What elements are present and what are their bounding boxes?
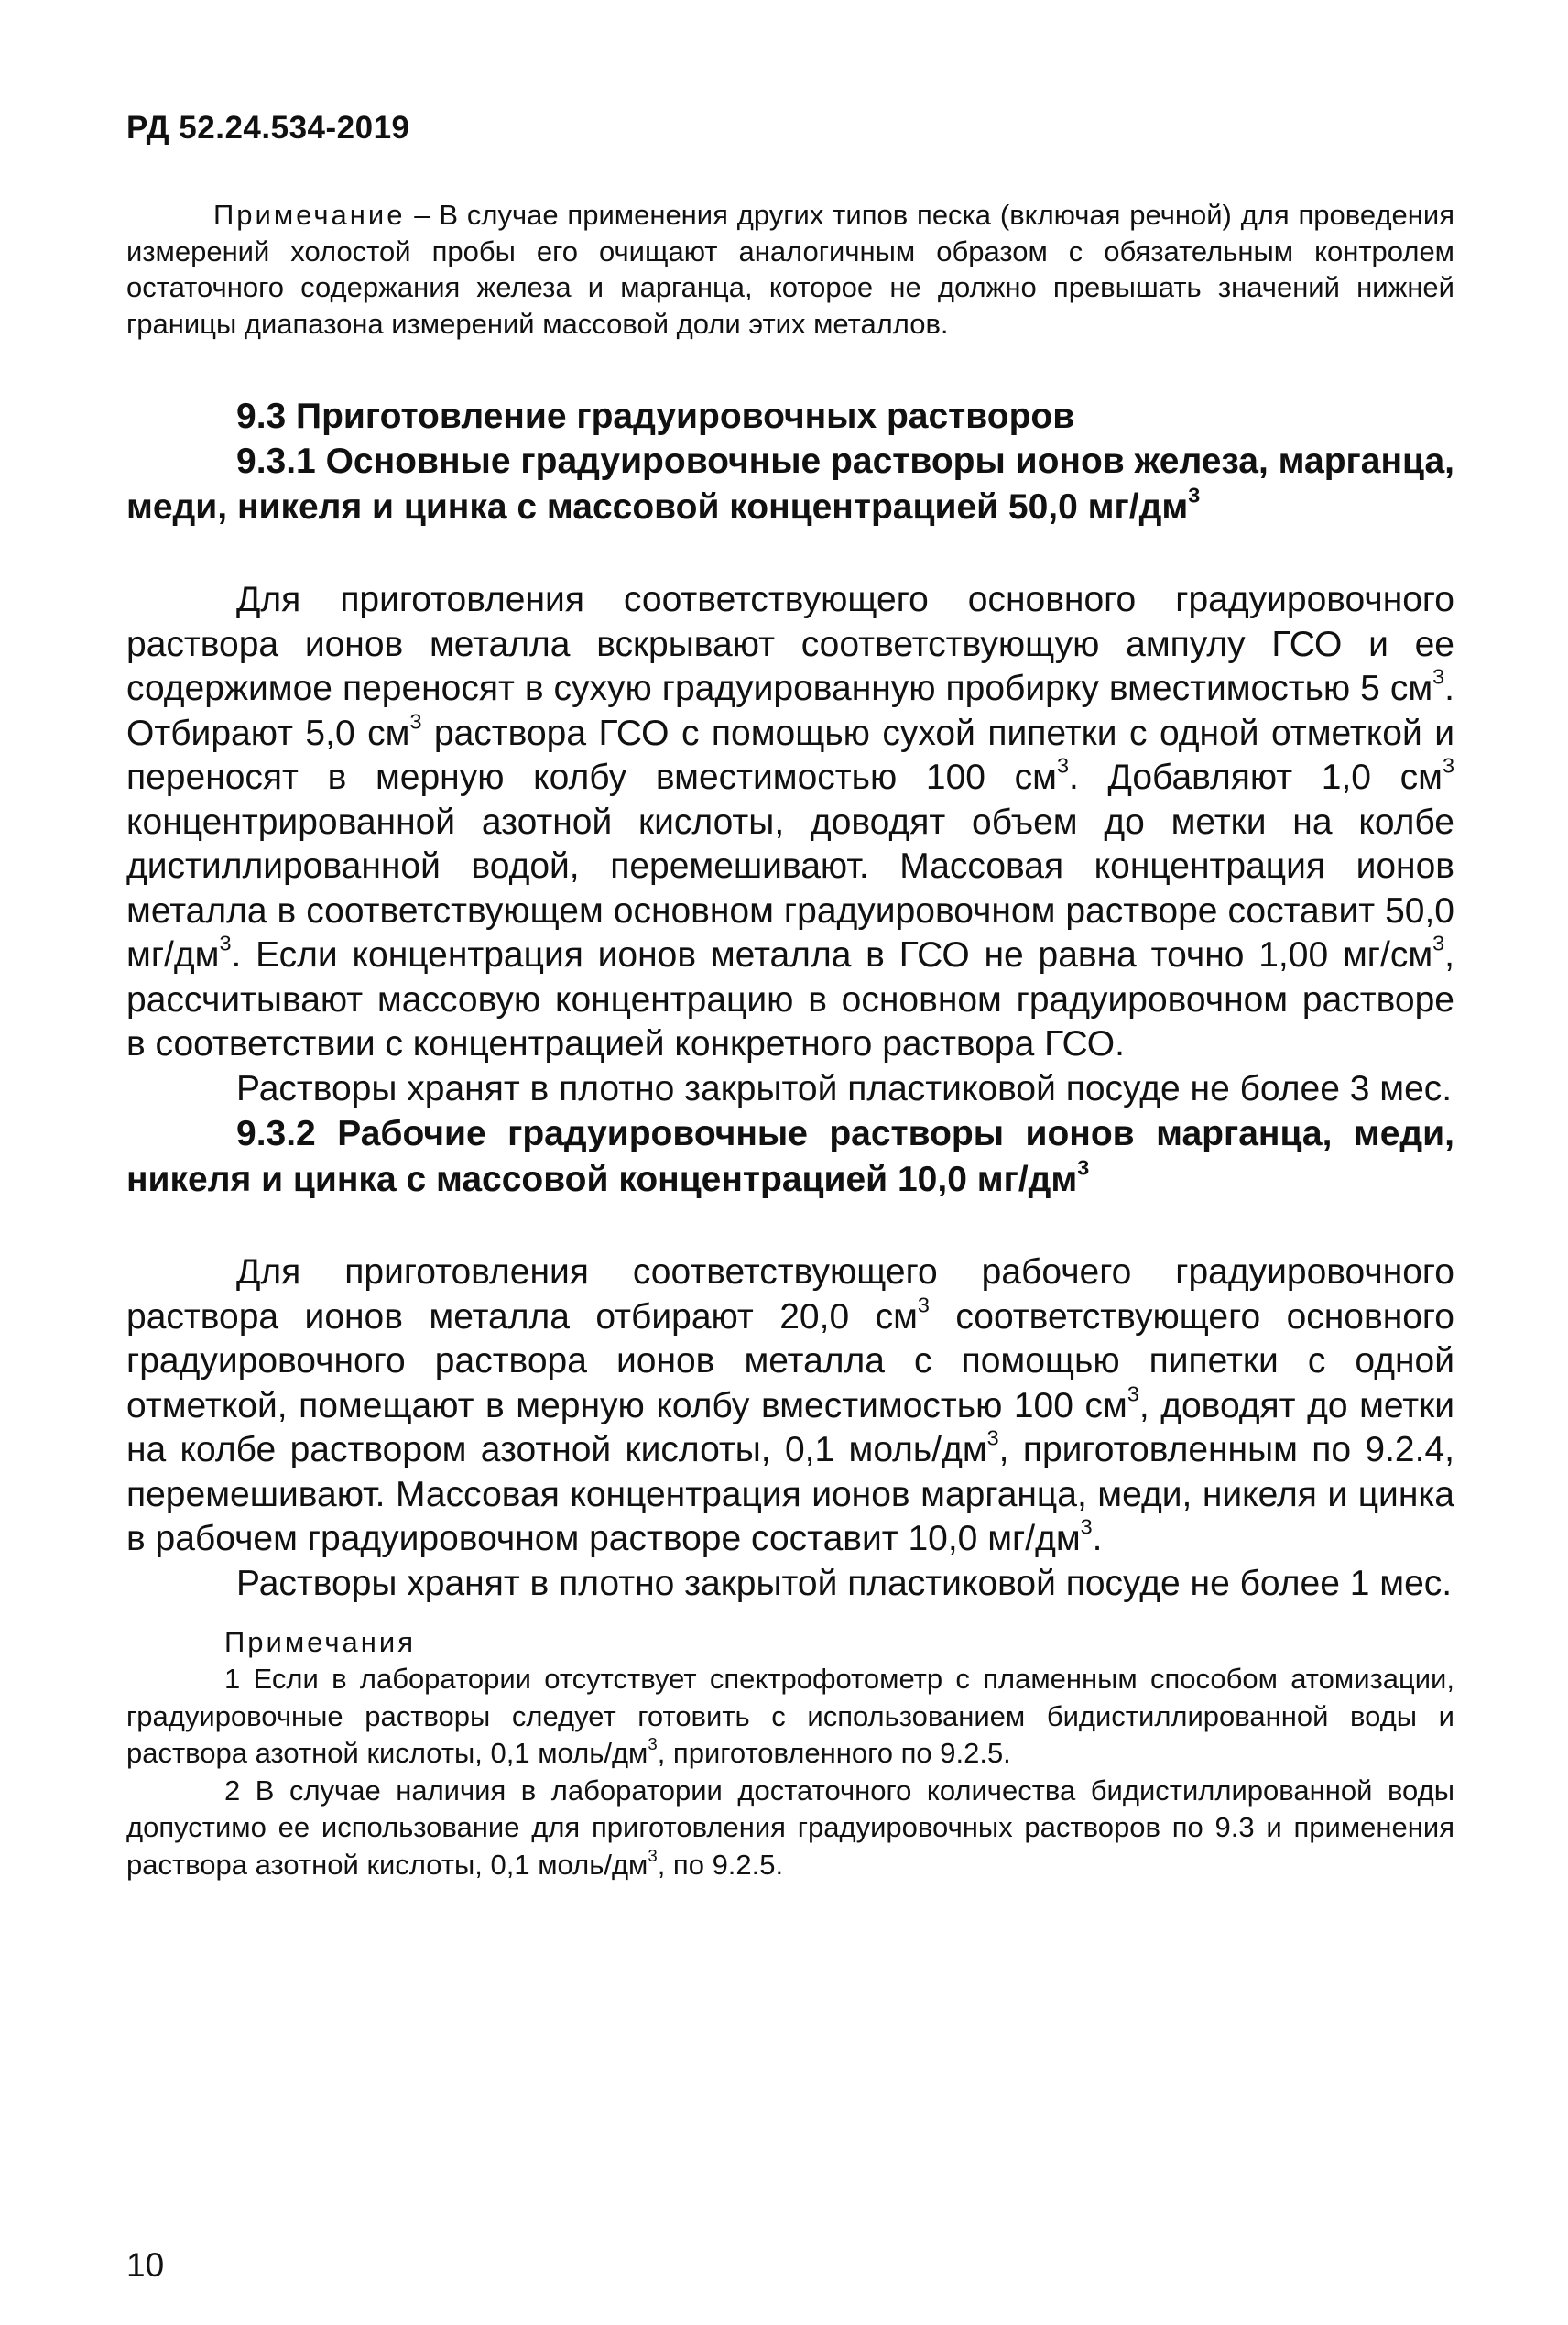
text-run: , приготовленного по 9.2.5.: [657, 1737, 1011, 1769]
notes-title: Примечания: [224, 1626, 416, 1658]
paragraph: Растворы хранят в плотно закрытой пластиковой посуде не более 3 мес.: [236, 1068, 1453, 1108]
paragraph: Растворы хранят в плотно закрытой пластиковой посуде не более 1 мес.: [236, 1563, 1453, 1603]
text-run: , рассчитывают массовую концентрацию в основном градуировочном растворе в соответствии с концентрацией конкретного раствора ГСО.: [126, 935, 1454, 1064]
section-9-3-1-title: 9.3.1 Основные градуировочные растворы ионов железа, марганца, меди, никеля и цинка с массовой концентрацией 50,0 мг/дм: [126, 442, 1454, 527]
superscript: 3: [1188, 483, 1201, 508]
note-item: [126, 1773, 1454, 1884]
paragraph: [126, 1250, 1454, 1562]
superscript: 3: [1056, 753, 1069, 778]
section-heading-9-3-2: [126, 1111, 1454, 1203]
superscript: 3: [1442, 753, 1454, 778]
text-run: . Добавляют 1,0 см: [1068, 758, 1443, 797]
section-9-3-2-body: [126, 1250, 1454, 1606]
text-run: , приготовленным по 9.2.4, перемешивают. Массовая концентрация ионов марганца, меди, никеля и цинка в рабочем градуировочном растворе составит 10,0 мг/дм: [126, 1430, 1454, 1558]
notes-list: [126, 1661, 1454, 1883]
superscript: 3: [219, 931, 232, 955]
text-run: Для приготовления соответствующего основного градуировочного раствора ионов металла вскрывают соответствующую ампулу ГСО и ее содержимое переносят в сухую градуированную пробирку вместимостью 5 см: [126, 580, 1454, 708]
text-run: . Отбирают 5,0 см: [126, 669, 1454, 753]
document-code: РД 52.24.534-2019: [126, 110, 410, 146]
paragraph: [126, 578, 1454, 1067]
superscript: 3: [1432, 931, 1445, 955]
text-run: , доводят до метки на колбе раствором азотной кислоты, 0,1 моль/дм: [126, 1385, 1454, 1469]
note-top: [126, 197, 1454, 342]
text-run: Для приготовления соответствующего рабочего градуировочного раствора ионов металла отбирают 20,0 см: [126, 1252, 1454, 1337]
section-9-3-1-body: [126, 578, 1454, 1111]
document-page: [126, 110, 1454, 1883]
text-run: раствора ГСО с помощью сухой пипетки с одной отметкой и переносят в мерную колбу вместимостью 100 см: [126, 713, 1455, 797]
note-label: Примечание: [213, 199, 406, 231]
section-heading-9-3-1: [126, 439, 1454, 530]
superscript: 3: [986, 1425, 999, 1450]
text-run: . Если концентрация ионов металла в ГСО не равна точно 1,00 мг/см: [231, 935, 1433, 975]
note-text: – В случае применения других типов песка (включая речной) для проведения измерений холостой пробы его очищают аналогичным образом с обязательным контролем остаточного содержания железа и марганца, которое не должно превышать значений нижней границы диапазона измерений массовой доли этих металлов.: [126, 199, 1454, 340]
text-run: концентрированной азотной кислоты, доводят объем до метки на колбе дистиллированной водой, перемешивают. Массовая концентрация ионов металла в соответствующем основном градуировочном растворе составит 50,0 мг/дм: [126, 802, 1454, 975]
text-run: .: [1092, 1519, 1103, 1558]
page-number: 10: [126, 2246, 165, 2284]
text-run: , по 9.2.5.: [657, 1848, 784, 1881]
text-run: 1 Если в лаборатории отсутствует спектрофотометр с пламенным способом атомизации, градуировочные растворы следует готовить с использованием бидистиллированной воды и раствора азотной кислоты, 0,1 моль/дм: [126, 1663, 1454, 1769]
text-run: 2 В случае наличия в лаборатории достаточного количества бидистиллированной воды допустимо ее использование для приготовления градуировочных растворов по 9.3 и применения раствора азотной кислоты, 0,1 моль/дм: [126, 1774, 1454, 1881]
superscript: 3: [1127, 1381, 1139, 1405]
superscript: 3: [1432, 664, 1445, 689]
superscript: 3: [917, 1292, 930, 1316]
superscript: 3: [1080, 1514, 1093, 1539]
text-run: соответствующего основного градуировочного раствора ионов металла с помощью пипетки с одной отметкой, помещают в мерную колбу вместимостью 100 см: [126, 1296, 1454, 1425]
superscript: 3: [648, 1845, 658, 1865]
superscript: 3: [1077, 1155, 1090, 1180]
section-heading-9-3: 9.3 Приготовление градуировочных растворов: [236, 397, 1075, 436]
note-item: [126, 1661, 1454, 1773]
section-9-3-2-title: 9.3.2 Рабочие градуировочные растворы ионов марганца, меди, никеля и цинка с массовой концентрацией 10,0 мг/дм: [126, 1114, 1454, 1199]
superscript: 3: [409, 708, 422, 733]
superscript: 3: [648, 1734, 658, 1754]
